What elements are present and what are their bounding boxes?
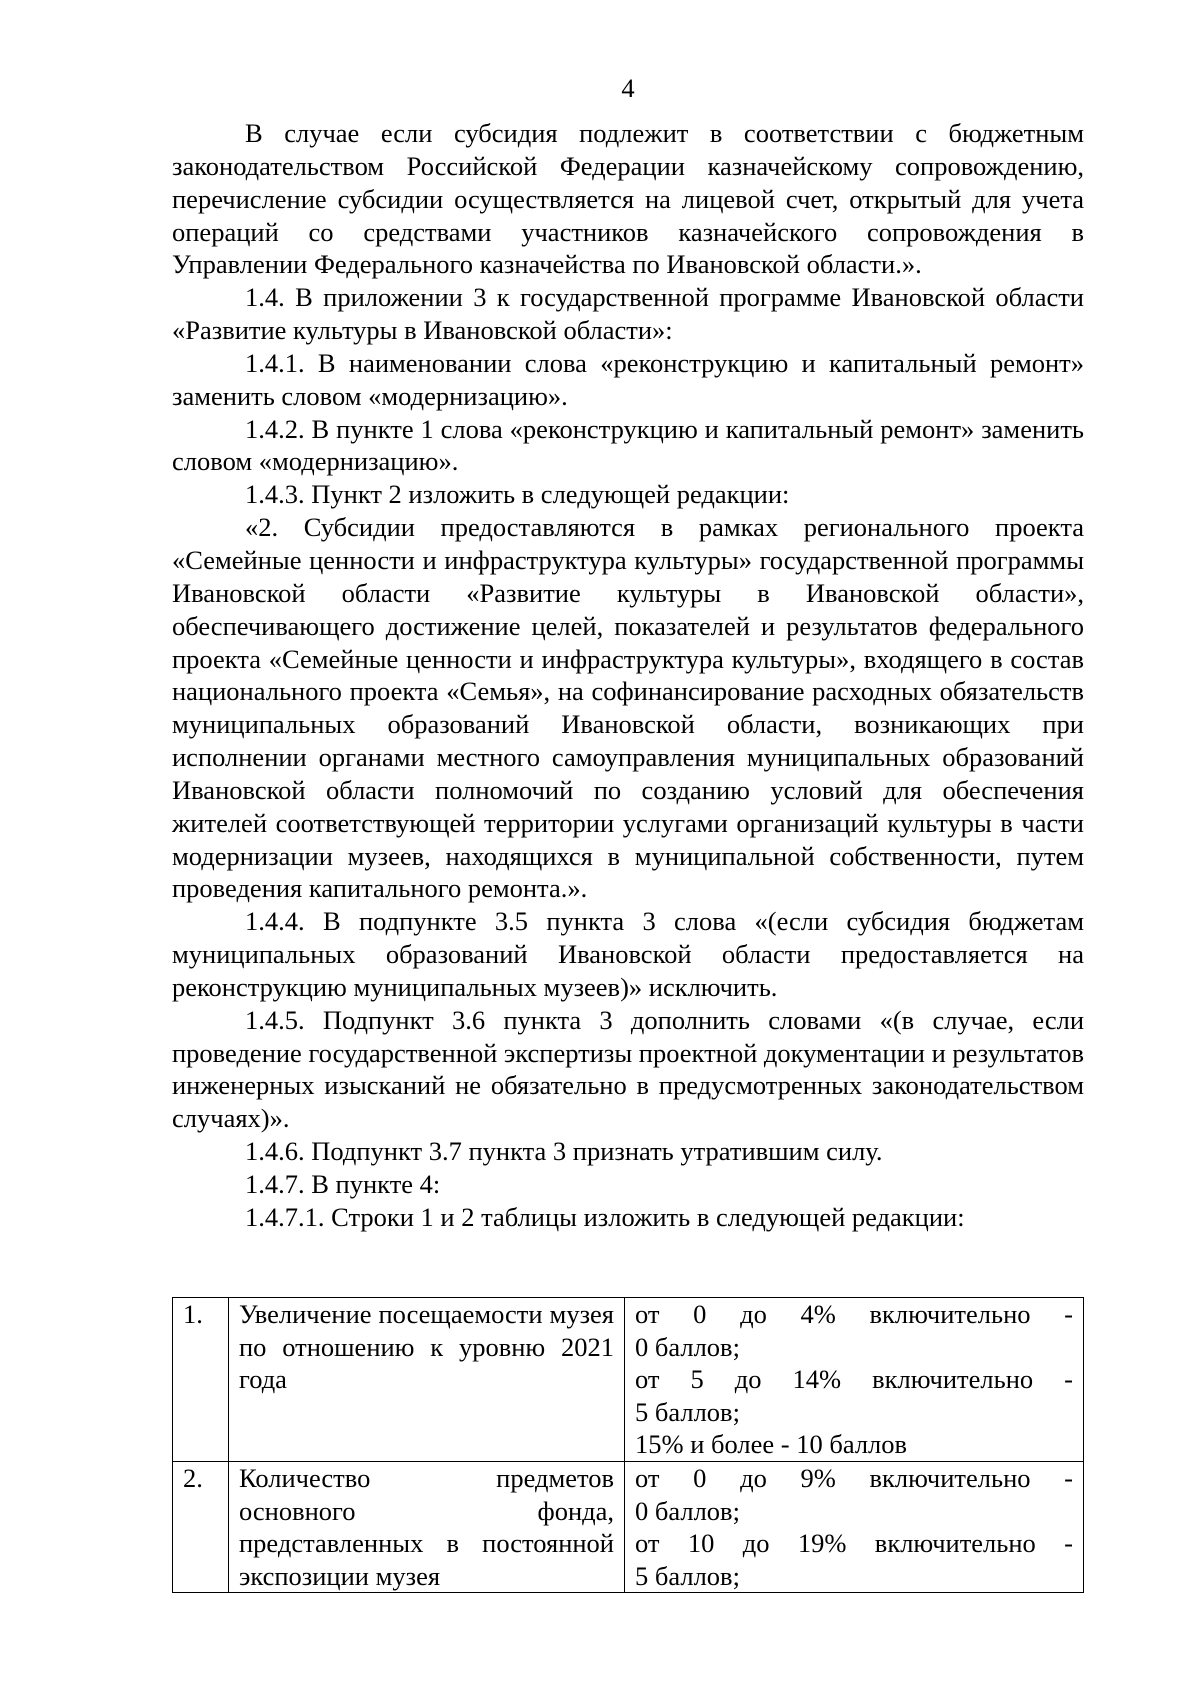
paragraph-1-4-7: 1.4.7. В пункте 4:: [245, 1169, 441, 1199]
paragraph-treasury-support: В случае если субсидия подлежит в соответствии с бюджетным законодательством Российской Федерации казначейскому сопровождению, перечисление субсидии осуществляется на лицевой счет, открытый для учета операций со средствами участников казначейского сопровождения в Управлении Федерального казначейства по Ивановской области.».: [172, 118, 1084, 280]
criterion-cell: Увеличение посещаемости музея по отношению к уровню 2021 года: [229, 1298, 625, 1462]
criteria-table: [172, 1297, 1084, 1593]
paragraph-1-4-2: 1.4.2. В пункте 1 слова «реконструкцию и капитальный ремонт» заменить словом «модернизацию».: [172, 413, 1084, 477]
score-range: от 10 до 19% включительно -: [635, 1528, 1073, 1559]
paragraph-1-4-3: 1.4.3. Пункт 2 изложить в следующей редакции:: [245, 479, 790, 510]
paragraph-1-4-1: 1.4.1. В наименовании слова «реконструкцию и капитальный ремонт» заменить словом «модернизацию».: [172, 347, 1084, 411]
score-range: от 5 до 14% включительно -: [635, 1364, 1073, 1395]
table-row: [173, 1298, 1084, 1462]
score-range: от 0 до 9% включительно -: [635, 1462, 1073, 1493]
score-points: 0 баллов;: [635, 1331, 740, 1362]
row-number: 1.: [173, 1298, 229, 1462]
paragraph-1-4: 1.4. В приложении 3 к государственной программе Ивановской области «Развитие культуры в Ивановской области»:: [172, 282, 1084, 346]
paragraph-1-4-6: 1.4.6. Подпункт 3.7 пункта 3 признать утратившим силу.: [245, 1136, 883, 1167]
table-row: [173, 1461, 1084, 1592]
row-number: 2.: [173, 1461, 229, 1592]
score-cell: [625, 1461, 1084, 1592]
score-points: 0 баллов;: [635, 1495, 740, 1526]
paragraph-clause-2: «2. Субсидии предоставляются в рамках регионального проекта «Семейные ценности и инфраструктура культуры» государственной программы Ивановской области «Развитие культуры в Ивановской области», обеспечивающего достижение целей, показателей и результатов федерального проекта «Семейные ценности и инфраструктура культуры», входящего в состав национального проекта «Семья», на софинансирование расходных обязательств муниципальных образований Ивановской области, возникающих при исполнении органами местного самоуправления муниципальных образований Ивановской области полномочий по созданию условий для обеспечения жителей соответствующей территории услугами организаций культуры в части модернизации музеев, находящихся в муниципальной собственности, путем проведения капитального ремонта.».: [172, 512, 1084, 904]
document-body: [172, 117, 1084, 1234]
page-number: 4: [621, 73, 635, 103]
paragraph-1-4-4: 1.4.4. В подпункте 3.5 пункта 3 слова «(если субсидия бюджетам муниципальных образований Ивановской области предоставляется на реконструкцию муниципальных музеев)» исключить.: [172, 906, 1084, 1002]
criterion-cell: Количество предметов основного фонда, представленных в постоянной экспозиции музея: [229, 1461, 625, 1592]
score-points: 5 баллов;: [635, 1396, 740, 1427]
score-cell: [625, 1298, 1084, 1462]
score-range: от 0 до 4% включительно -: [635, 1299, 1073, 1329]
paragraph-1-4-7-1: 1.4.7.1. Строки 1 и 2 таблицы изложить в следующей редакции:: [245, 1201, 965, 1232]
paragraph-1-4-5: 1.4.5. Подпункт 3.6 пункта 3 дополнить словами «(в случае, если проведение государственной экспертизы проектной документации и результатов инженерных изысканий не обязательно в предусмотренных законодательством случаях)».: [172, 1004, 1084, 1134]
score-range: 15% и более - 10 баллов: [635, 1429, 908, 1460]
score-points: 5 баллов;: [635, 1560, 740, 1591]
